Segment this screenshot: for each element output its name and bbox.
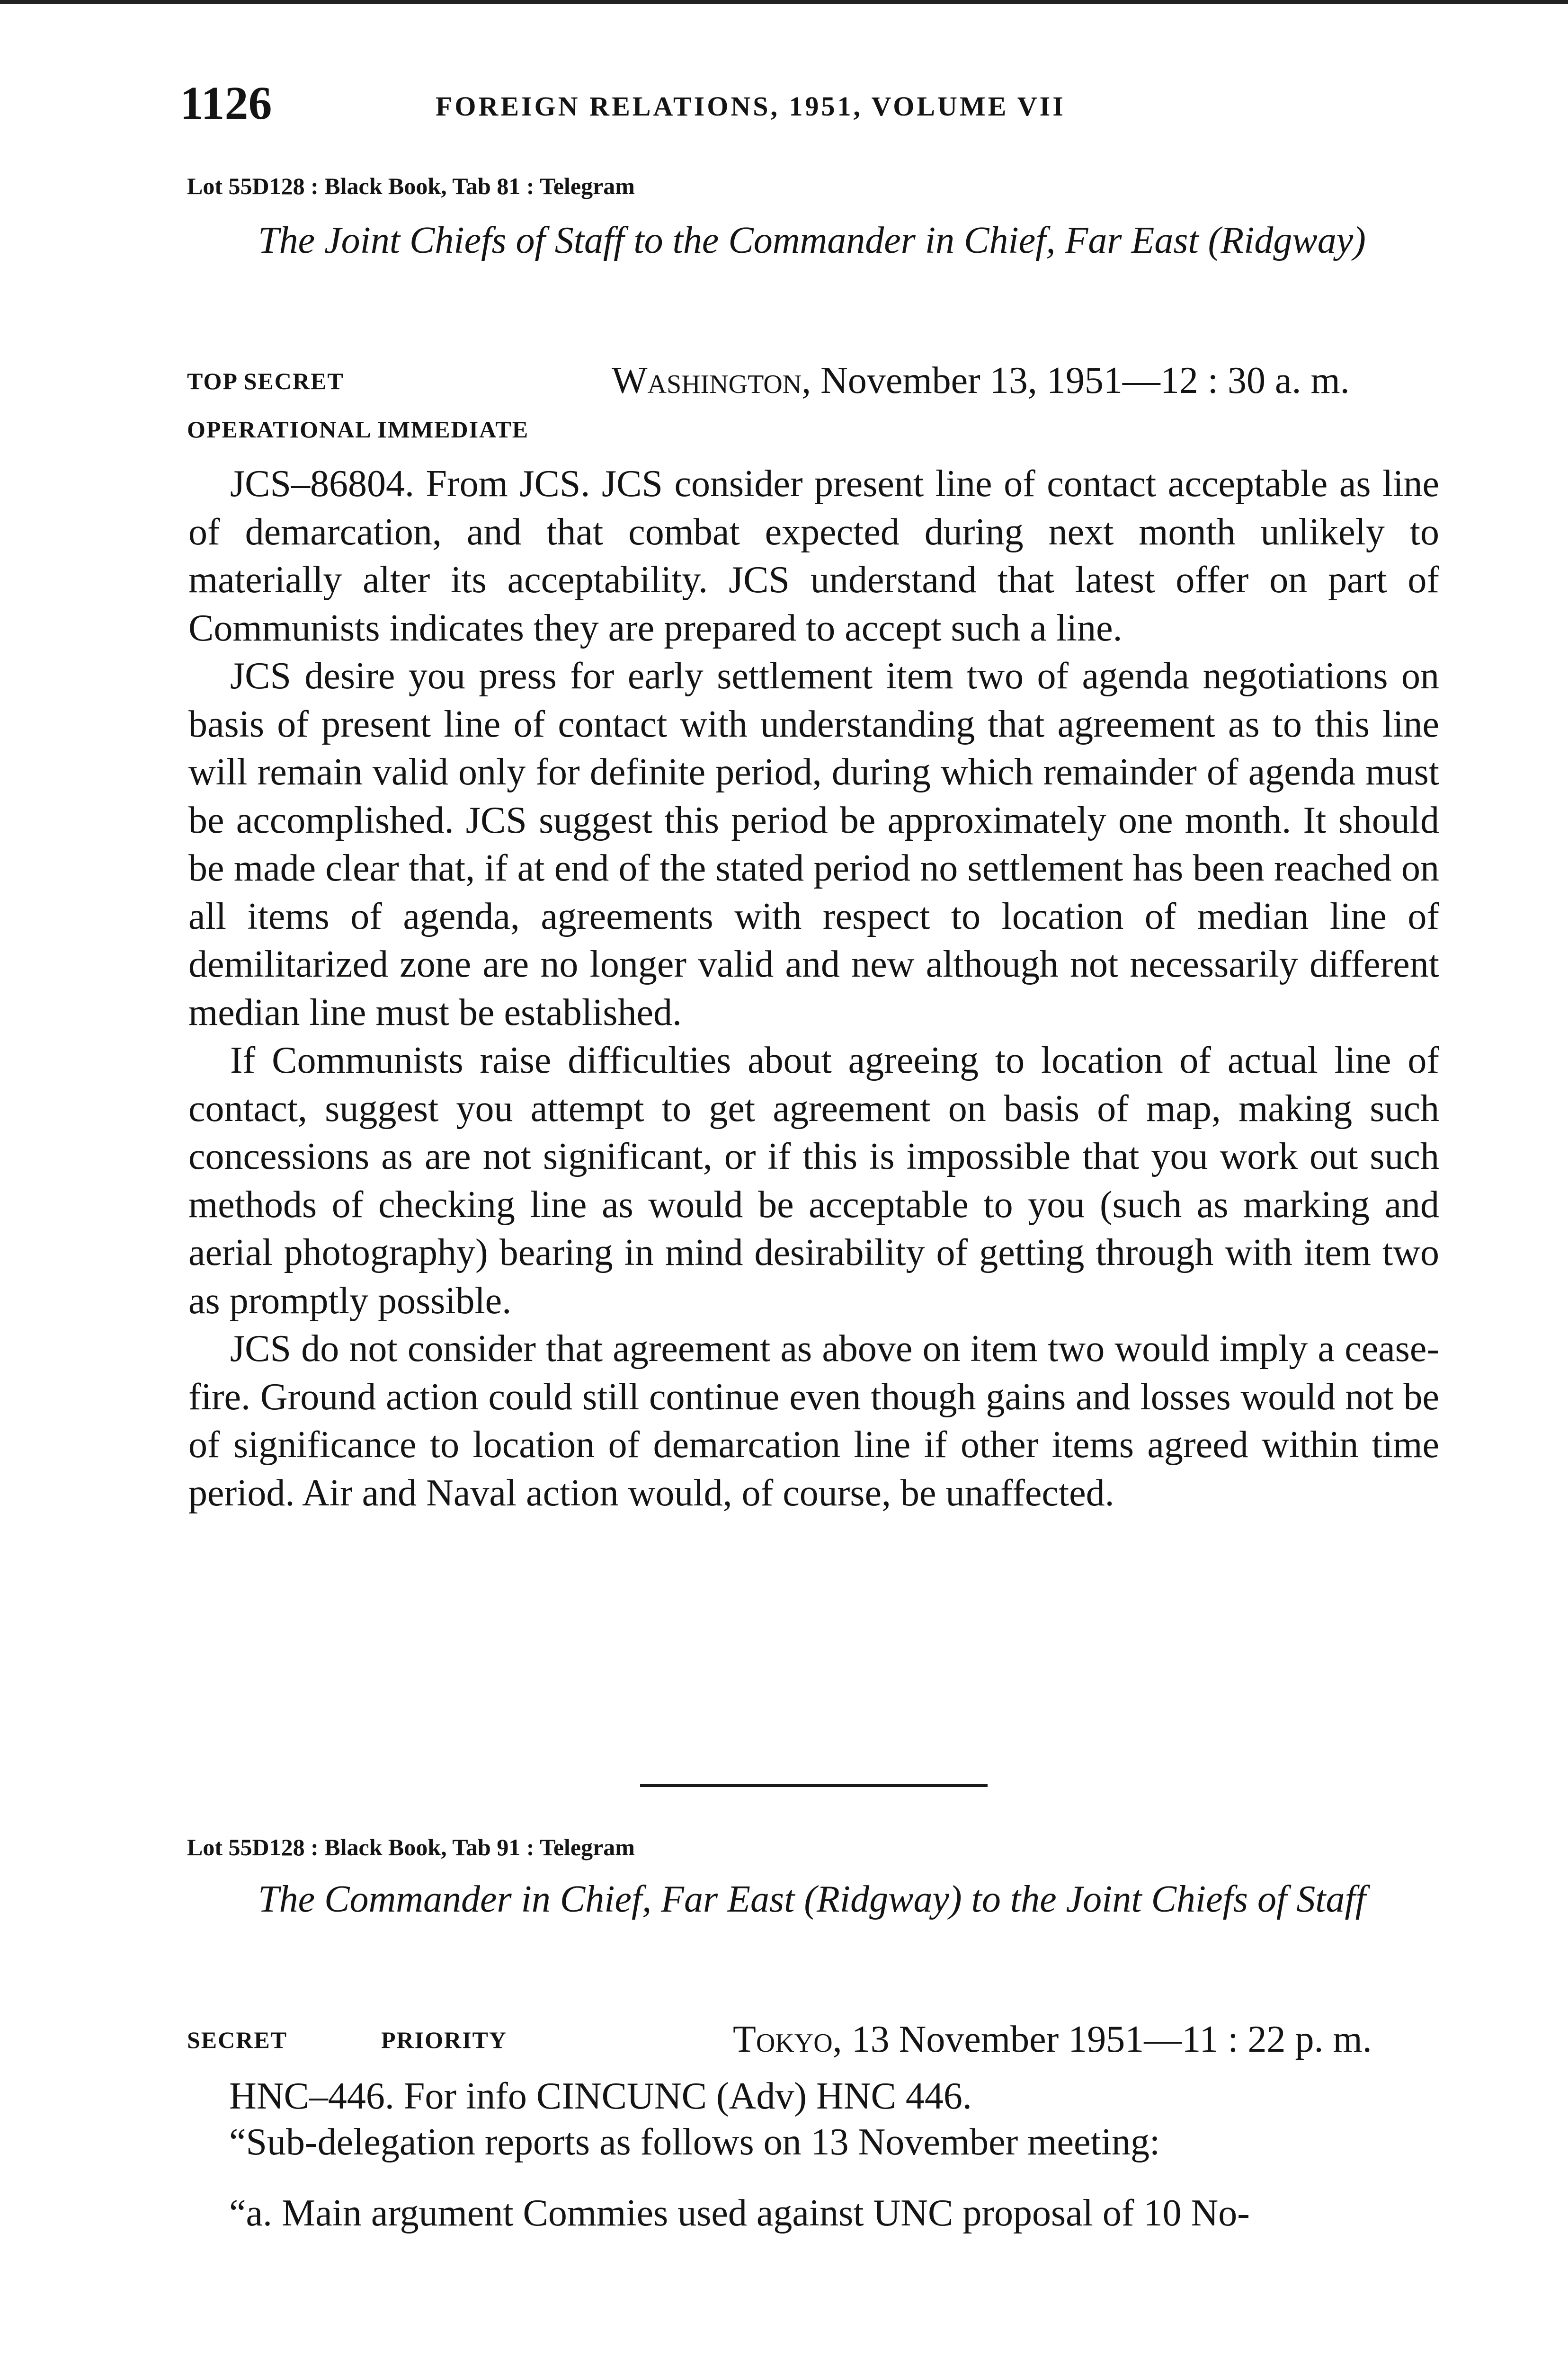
doc1-paragraph-2: JCS desire you press for early settlement item two of agenda negotiations on basis of present line of contact with understanding that agreement as to this line will remain valid only for definite period, during which remainder of agenda must be accomplished. JCS suggest this period be approximately one month. It should be made clear that, if at end of the stated period no settlement has been reached on all items of agenda, agreements with respect to location of median line of demilitarized zone are no longer valid and new although not necessarily different median line must be established. (188, 655, 1439, 1033)
doc2-line-3: “a. Main argument Commies used against UNC proposal of 10 No- (229, 2192, 1250, 2234)
section-divider (640, 1784, 988, 1787)
doc2-dateline-place: Tokyo (733, 2019, 833, 2060)
doc2-precedence: PRIORITY (381, 2027, 508, 2053)
page-top-edge (0, 0, 1568, 4)
doc1-paragraph-3: If Communists raise difficulties about agreeing to location of actual line of contact, suggest you attempt to get agreement on basis of map, making such concessions as are not significant, or if this is impossible that you work out such methods of checking line as would be acceptable to you (such as marking and aerial photography) bearing in mind desirability of getting through with item two as promptly possible. (188, 1040, 1439, 1322)
running-head: FOREIGN RELATIONS, 1951, VOLUME VII (436, 91, 1066, 122)
doc1-body (188, 460, 1439, 1517)
doc1-dateline-place: Washington (612, 360, 802, 401)
doc2-line-1: HNC–446. For info CINCUNC (Adv) HNC 446. (229, 2075, 972, 2117)
doc2-dateline (733, 2020, 1372, 2058)
doc1-dateline-date: , November 13, 1951—12 : 30 a. m. (802, 360, 1350, 401)
doc1-classification: TOP SECRET (187, 368, 344, 394)
doc2-source-line: Lot 55D128 : Black Book, Tab 91 : Telegram (187, 1834, 635, 1860)
doc1-paragraph-4: JCS do not consider that agreement as above on item two would imply a cease-fire. Ground action could still continue even though gains and losses would not be of significance to location of demarcation line if other items agreed within time period. Air and Naval action would, of course, be unaffected. (188, 1328, 1439, 1514)
doc2-classification: SECRET (187, 2027, 288, 2053)
page-number: 1126 (180, 77, 272, 129)
doc2-dateline-date: , 13 November 1951—11 : 22 p. m. (832, 2019, 1372, 2060)
doc1-paragraph-1: JCS–86804. From JCS. JCS consider present line of contact acceptable as line of demarcation, and that combat expected during next month unlikely to materially alter its acceptability. JCS understand that latest offer on part of Communists indicates they are prepared to accept such a line. (188, 463, 1439, 649)
doc2-line-2: “Sub-delegation reports as follows on 13 November meeting: (229, 2121, 1160, 2163)
doc1-dateline (612, 362, 1350, 400)
doc1-title: The Joint Chiefs of Staff to the Commander in Chief, Far East (Ridgway) (258, 220, 1366, 261)
doc1-source-line: Lot 55D128 : Black Book, Tab 81 : Telegram (187, 173, 635, 199)
doc1-precedence: OPERATIONAL IMMEDIATE (187, 416, 529, 443)
doc2-title: The Commander in Chief, Far East (Ridgway) to the Joint Chiefs of Staff (258, 1878, 1366, 1920)
